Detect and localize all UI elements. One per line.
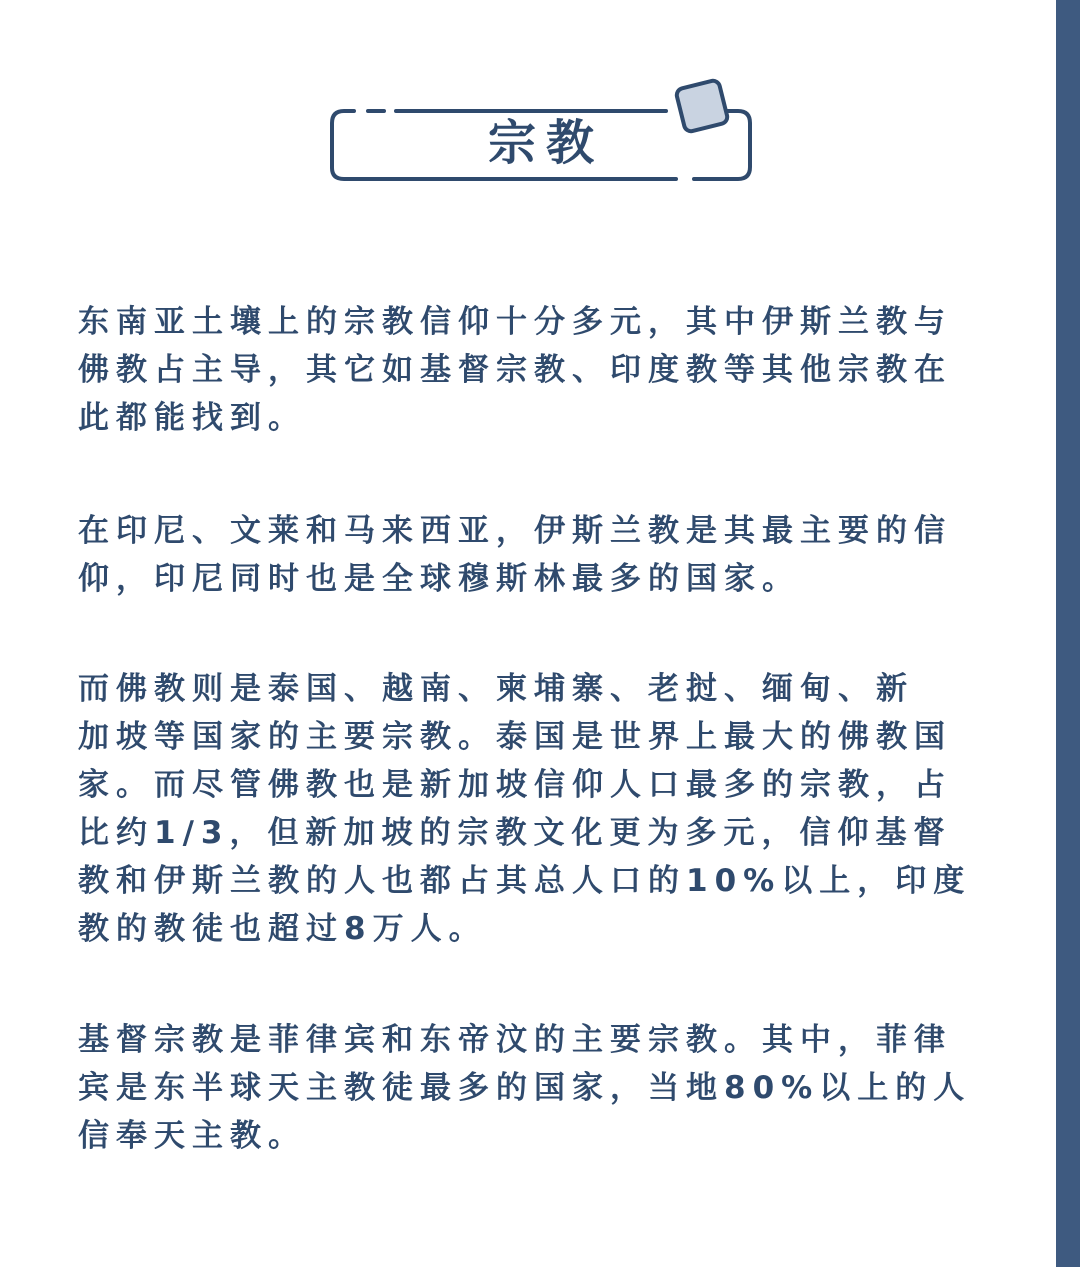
- paragraph-islam: 在印尼、文莱和马来西亚，伊斯兰教是其最主要的信 仰，印尼同时也是全球穆斯林最多的国家。: [78, 513, 952, 597]
- section-title-badge: [326, 78, 756, 188]
- paragraph-buddhism: 而佛教则是泰国、越南、柬埔寨、老挝、缅甸、新 加坡等国家的主要宗教。泰国是世界上最大的佛教国 家。而尽管佛教也是新加坡信仰人口最多的宗教，占 比约1/3，但新加坡的宗教文化更为多元，信仰基督 教和伊斯兰教的人也都占其总人口的10%以上，印度 教的教徒也超过8万人。: [78, 671, 972, 947]
- section-title: 宗教: [487, 115, 604, 171]
- right-accent-bar: [1056, 0, 1080, 1267]
- paragraph-christianity: 基督宗教是菲律宾和东帝汶的主要宗教。其中，菲律 宾是东半球天主教徒最多的国家，当地80%以上的人 信奉天主教。: [78, 1022, 972, 1154]
- paragraph-religion-overview: 东南亚土壤上的宗教信仰十分多元，其中伊斯兰教与 佛教占主导，其它如基督宗教、印度教等其他宗教在 此都能找到。: [78, 304, 952, 436]
